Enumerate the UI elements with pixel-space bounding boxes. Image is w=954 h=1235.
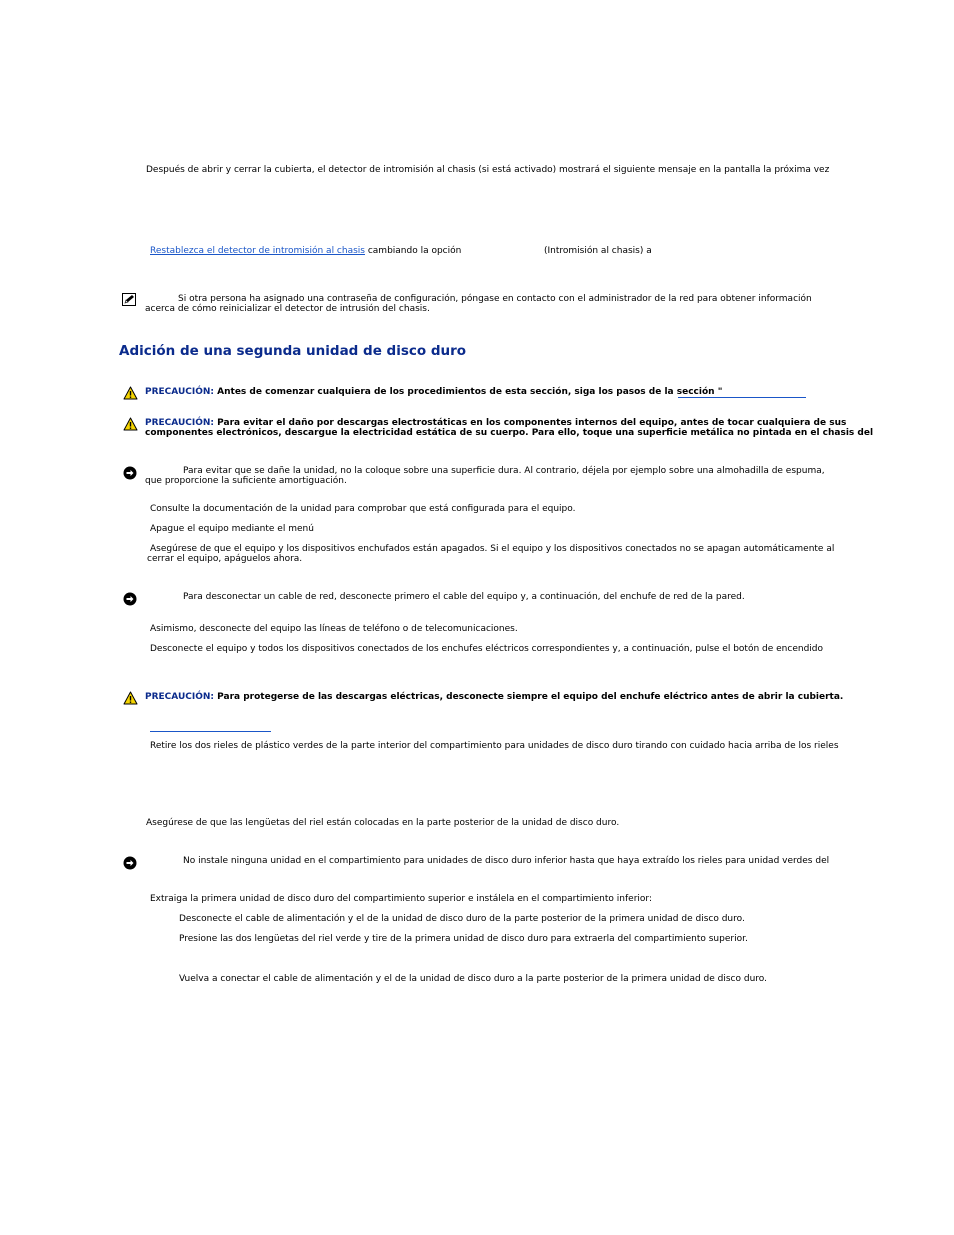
intrusion-intro-text: Después de abrir y cerrar la cubierta, el detector de intromisión al chasis (si está activado) mostrará el siguiente mensaje en la pantalla la próxima vez [146,165,830,175]
step-check-rail-tabs: Asegúrese de que las lengüetas del riel están colocadas en la parte posterior de la unidad de disco duro. [146,818,620,828]
caution-label: PRECAUCIÓN: [145,418,215,428]
notice-3-text: No instale ninguna unidad en el compartimiento para unidades de disco duro inferior hasta que haya extraído los rieles para unidad verdes del [183,856,830,866]
note-pencil-icon [122,293,136,306]
step-remove-rails: Retire los dos rieles de plástico verdes de la parte interior del compartimiento para unidades de disco duro tirando con cuidado hacia arriba de los rieles [150,741,839,751]
step-disconnect-power: Desconecte el equipo y todos los dispositivos conectados de los enchufes eléctricos correspondientes y, a continuación, pulse el botón de encendido [150,644,823,654]
step-move-first-drive: Extraiga la primera unidad de disco duro del compartimiento superior e instálela en el compartimiento inferior: [150,894,652,904]
caution-2 [145,418,846,428]
section-title: Adición de una segunda unidad de disco duro [119,343,467,359]
notice-icon [123,466,137,480]
note-text-continued: acerca de cómo reinicializar el detector de intrusión del chasis. [145,304,430,314]
notice-1-text: Para evitar que se dañe la unidad, no la coloque sobre una superficie dura. Al contrario, déjela por ejemplo sobre una almohadilla de espuma, [183,466,825,476]
substep-reconnect-cables: Vuelva a conectar el cable de alimentación y el de la unidad de disco duro a la parte posterior de la primera unidad de disco duro. [179,974,767,984]
step-check-documentation: Consulte la documentación de la unidad para comprobar que está configurada para el equipo. [150,504,576,514]
caution-3 [145,692,843,702]
reset-intrusion-link[interactable]: Restablezca el detector de intromisión al chasis [150,246,365,256]
reset-paragraph [150,246,461,256]
caution-icon [123,691,138,705]
reset-option-text: (Intromisión al chasis) a [544,246,652,256]
step-ensure-off: Asegúrese de que el equipo y los dispositivos enchufados están apagados. Si el equipo y los dispositivos conectados no se apagan automáticamente al [150,544,835,554]
step-disconnect-phone: Asimismo, desconecte del equipo las líneas de teléfono o de telecomunicaciones. [150,624,518,634]
substep-press-tabs: Presione las dos lengüetas del riel verde y tire de la primera unidad de disco duro para extraerla del compartimiento superior. [179,934,748,944]
caution-2-text: Para evitar el daño por descargas electrostáticas en los componentes internos del equipo, antes de tocar cualquiera de sus [214,418,847,428]
step-ensure-off-continued: cerrar el equipo, apáguelos ahora. [147,554,303,564]
notice-1-continued: que proporcione la suficiente amortiguación. [145,476,347,486]
caution-label: PRECAUCIÓN: [145,692,215,702]
caution-3-text: Para protegerse de las descargas eléctricas, desconecte siempre el equipo del enchufe eléctrico antes de abrir la cubierta. [214,692,844,702]
caution-icon [123,417,138,431]
reset-text: cambiando la opción [364,246,462,256]
notice-2-text: Para desconectar un cable de red, desconecte primero el cable del equipo y, a continuación, del enchufe de red de la pared. [183,592,745,602]
caution-2-continued: componentes electrónicos, descargue la electricidad estática de su cuerpo. Para ello, toque una superficie metálica no pintada en el chasis del [145,428,874,438]
caution-1 [145,387,722,397]
notice-icon [123,856,137,870]
notice-icon [123,592,137,606]
note-text: Si otra persona ha asignado una contraseña de configuración, póngase en contacto con el administrador de la red para obtener información [178,294,812,304]
caution-1-text: Antes de comenzar cualquiera de los procedimientos de esta sección, siga los pasos de la sección " [214,387,723,397]
caution-label: PRECAUCIÓN: [145,387,215,397]
caution-1-link-underline[interactable] [678,397,806,398]
step-shutdown-menu: Apague el equipo mediante el menú [150,524,314,534]
substep-disconnect-cables: Desconecte el cable de alimentación y el de la unidad de disco duro de la parte posterior de la primera unidad de disco duro. [179,914,745,924]
caution-icon [123,386,138,400]
step-link-underline[interactable] [150,731,271,732]
